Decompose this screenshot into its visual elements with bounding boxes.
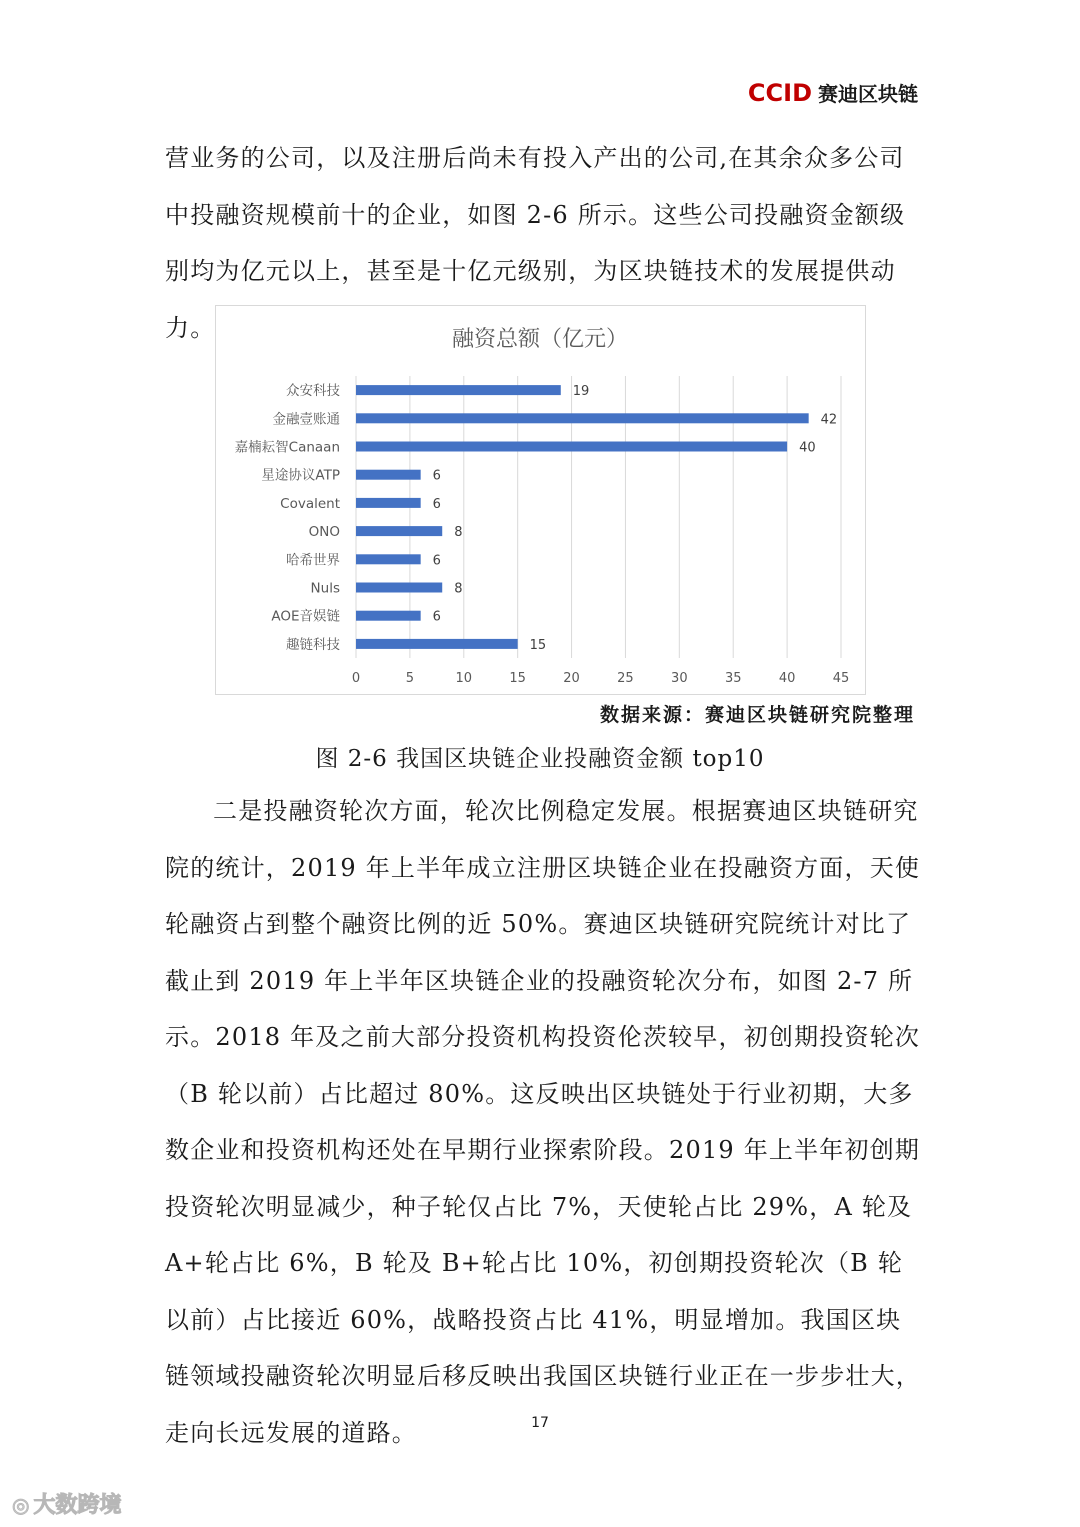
category-label: 哈希世界 (286, 552, 340, 569)
category-label: 趣链科技 (286, 636, 340, 653)
brand-logo-text: CCID (747, 79, 812, 107)
x-tick-label: 20 (563, 671, 580, 686)
x-tick-label: 35 (724, 671, 742, 686)
x-tick-label: 45 (832, 671, 850, 686)
chart-svg (216, 306, 865, 694)
bar (356, 611, 421, 621)
data-label: 6 (432, 468, 441, 484)
category-label: AOE音娱链 (271, 608, 340, 625)
page-header (748, 78, 918, 107)
category-label: 金融壹账通 (272, 411, 340, 428)
bar (356, 554, 421, 564)
bar (356, 583, 442, 593)
data-label: 15 (529, 637, 547, 653)
bar (356, 498, 421, 508)
data-label: 40 (799, 440, 816, 456)
data-label: 6 (432, 553, 441, 569)
paragraph-rounds: 二是投融资轮次方面，轮次比例稳定发展。根据赛迪区块链研究院的统计，2019 年上半年成立注册区块链企业在投融资方面，天使轮融资占到整个融资比例的近 50%。赛迪区块链研究院统计对比了截止到 2019 年上半年区块链企业的投融资轮次分布，如图 2-7 所示。2018 年及之前大部分投资机构投资伦茨较早，初创期投资轮次（B 轮以前）占比超过 80%。这反映出区块链处于行业初期，大多数企业和投资机构还处在早期行业探索阶段。2019 年上半年初创期投资轮次明显减少，种子轮仅占比 7%，天使轮占比 29%，A 轮及 A+轮占比 6%，B 轮及 B+轮占比 10%，初创期投资轮次（B 轮以前）占比接近 60%，战略投资占比 41%，明显增加。我国区块链领域投融资轮次明显后移反映出我国区块链行业正在一步步壮大，走向长远发展的道路。 (165, 797, 921, 1447)
category-label: ONO (308, 524, 340, 541)
bar (356, 413, 809, 423)
funding-chart (215, 305, 866, 695)
page-number: 17 (531, 1415, 549, 1431)
data-label: 42 (820, 412, 838, 428)
data-source: 数据来源：赛迪区块链研究院整理 (599, 704, 915, 726)
category-label: 星途协议ATP (261, 467, 340, 484)
x-tick-label: 10 (455, 671, 473, 686)
watermark (12, 1488, 121, 1519)
x-tick-label: 15 (509, 671, 526, 686)
bar (356, 526, 442, 536)
data-label: 6 (432, 609, 441, 625)
x-tick-label: 30 (671, 671, 688, 686)
category-label: 嘉楠耘智Canaan (234, 439, 340, 456)
watermark-logo-icon: ◎ (12, 1493, 30, 1517)
org-name: 赛迪区块链 (818, 82, 918, 106)
data-label: 8 (454, 525, 463, 541)
category-label: Nuls (310, 580, 340, 597)
bar (356, 442, 787, 452)
data-label: 6 (432, 496, 441, 512)
bar (356, 385, 561, 395)
watermark-text: 大数跨境 (33, 1493, 122, 1518)
data-label: 19 (572, 384, 590, 400)
figure-caption: 图 2-6 我国区块链企业投融资金额 top10 (315, 746, 765, 772)
x-tick-label: 0 (351, 671, 361, 686)
bar (356, 639, 518, 649)
category-label: 众安科技 (286, 383, 340, 400)
x-tick-label: 25 (617, 671, 634, 686)
x-tick-label: 5 (405, 671, 415, 686)
bars (235, 382, 838, 653)
chart-title: 融资总额（亿元） (451, 327, 629, 352)
category-label: Covalent (280, 495, 340, 512)
x-tick-label: 40 (778, 671, 796, 686)
data-label: 8 (454, 581, 463, 597)
bar (356, 470, 421, 480)
paragraph-intro: 营业务的公司，以及注册后尚未有投入产出的公司,在其余众多公司中投融资规模前十的企业，如图 2-6 所示。这些公司投融资金额级别均为亿元以上，甚至是十亿元级别，为区块链技术的发展提供动力。 (165, 144, 906, 342)
